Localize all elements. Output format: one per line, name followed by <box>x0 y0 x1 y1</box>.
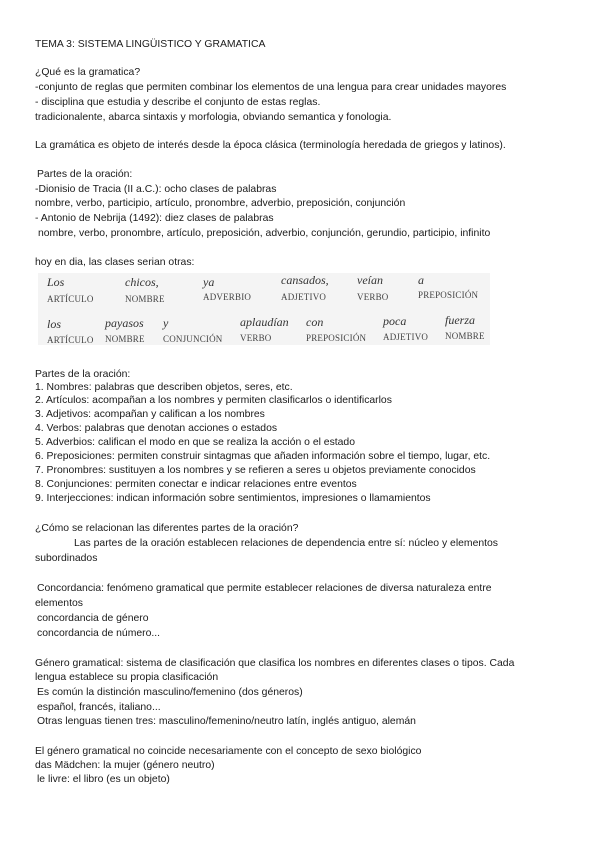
hoy-line: hoy en dia, las clases serian otras: <box>35 257 195 268</box>
partes2-item: 5. Adverbios: califican el modo en que se realiza la acción o el estado <box>35 437 355 448</box>
q1-line-1: -conjunto de reglas que permiten combinar los elementos de una lengua para crear unidades mayores <box>35 82 507 93</box>
example-category: VERBO <box>357 292 389 302</box>
example-word: y <box>163 316 169 330</box>
example-category: ADJETIVO <box>281 292 327 302</box>
genero-line-3: Es común la distinción masculino/femenino (dos géneros) <box>37 687 303 698</box>
partes1-heading: Partes de la oración: <box>37 169 133 180</box>
q1-line-2: - disciplina que estudia y describe el conjunto de estas reglas. <box>35 97 321 108</box>
partes2-item: 7. Pronombres: sustituyen a los nombres y se refieren a seres u objetos previamente conocidos <box>35 465 476 476</box>
partes2-item: 6. Preposiciones: permiten construir sintagmas que añaden información sobre el tiempo, lugar, etc. <box>35 451 491 462</box>
example-category: NOMBRE <box>445 331 485 341</box>
relaciones-line-1: Las partes de la oración establecen relaciones de dependencia entre sí: núcleo y elementos <box>74 538 498 549</box>
partes2-item: 1. Nombres: palabras que describen objetos, seres, etc. <box>35 382 293 393</box>
example-category: ADJETIVO <box>383 332 429 342</box>
genero-line-2: lengua establece su propia clasificación <box>35 672 219 683</box>
example-category: PREPOSICIÓN <box>418 290 479 300</box>
partes2-item: 3. Adjetivos: acompañan y califican a los nombres <box>35 409 265 420</box>
partes1-line-1: -Dionisio de Tracia (II a.C.): ocho clases de palabras <box>35 184 277 195</box>
example-category: CONJUNCIÓN <box>163 334 223 344</box>
example-word: a <box>418 273 424 287</box>
example-category: NOMBRE <box>125 294 165 304</box>
sexo-line-3: le livre: el libro (es un objeto) <box>37 774 170 785</box>
partes2-item: 9. Interjecciones: indican información sobre sentimientos, impresiones o llamamientos <box>35 493 431 504</box>
partes2-item: 2. Artículos: acompañan a los nombres y permiten clasificarlos o identificarlos <box>35 395 392 406</box>
example-word: fuerza <box>445 313 475 327</box>
partes1-line-3: - Antonio de Nebrija (1492): diez clases de palabras <box>35 213 274 224</box>
example-word: aplaudían <box>240 315 289 329</box>
objeto-paragraph: La gramática es objeto de interés desde la época clásica (terminología heredada de griegos y latinos). <box>35 140 506 151</box>
concordancia-line-3: concordancia de género <box>37 613 149 624</box>
concordancia-line-1: Concordancia: fenómeno gramatical que permite establecer relaciones de diversa naturaleza entre <box>37 583 492 594</box>
concordancia-line-2: elementos <box>35 598 83 609</box>
q1-heading: ¿Qué es la gramatica? <box>35 67 141 78</box>
example-word: payasos <box>105 316 144 330</box>
sexo-line-2: das Mädchen: la mujer (género neutro) <box>35 760 215 771</box>
example-word: veían <box>357 273 383 287</box>
example-category: ARTÍCULO <box>47 294 94 304</box>
genero-line-5: Otras lenguas tienen tres: masculino/femenino/neutro latín, inglés antiguo, alemán <box>37 716 416 727</box>
example-word: chicos, <box>125 275 159 289</box>
example-category: PREPOSICIÓN <box>306 333 367 343</box>
concordancia-line-4: concordancia de número... <box>37 628 161 639</box>
partes2-heading: Partes de la oración: <box>35 369 131 380</box>
example-word: Los <box>47 275 65 289</box>
partes1-line-2: nombre, verbo, participio, artículo, pronombre, adverbio, preposición, conjunción <box>35 198 406 209</box>
q1-line-3: tradicionalente, abarca sintaxis y morfologia, obviando semantica y fonologia. <box>35 112 392 123</box>
example-word: con <box>306 315 324 329</box>
example-category: VERBO <box>240 333 272 343</box>
example-sentence-figure <box>38 273 490 345</box>
example-category: NOMBRE <box>105 334 145 344</box>
example-word: poca <box>383 314 407 328</box>
partes2-item: 8. Conjunciones: permiten conectar e indicar relaciones entre eventos <box>35 479 357 490</box>
example-word: los <box>47 317 62 331</box>
example-category: ARTÍCULO <box>47 335 94 345</box>
partes1-line-4: nombre, verbo, pronombre, artículo, preposición, adverbio, conjunción, gerundio, participio, infinito <box>38 228 491 239</box>
example-category: ADVERBIO <box>203 292 252 302</box>
example-word: cansados, <box>281 273 329 287</box>
relaciones-question: ¿Cómo se relacionan las diferentes partes de la oración? <box>35 523 299 534</box>
genero-line-1: Género gramatical: sistema de clasificación que clasifica los nombres en diferentes clases o tipos. Cada <box>35 658 515 669</box>
relaciones-line-2: subordinados <box>35 553 98 564</box>
sexo-line-1: El género gramatical no coincide necesariamente con el concepto de sexo biológico <box>35 746 422 757</box>
genero-line-4: español, francés, italiano... <box>37 702 161 713</box>
partes2-item: 4. Verbos: palabras que denotan acciones o estados <box>35 423 278 434</box>
example-word: ya <box>203 275 215 289</box>
document-title: TEMA 3: SISTEMA LINGÜISTICO Y GRAMATICA <box>35 39 266 50</box>
